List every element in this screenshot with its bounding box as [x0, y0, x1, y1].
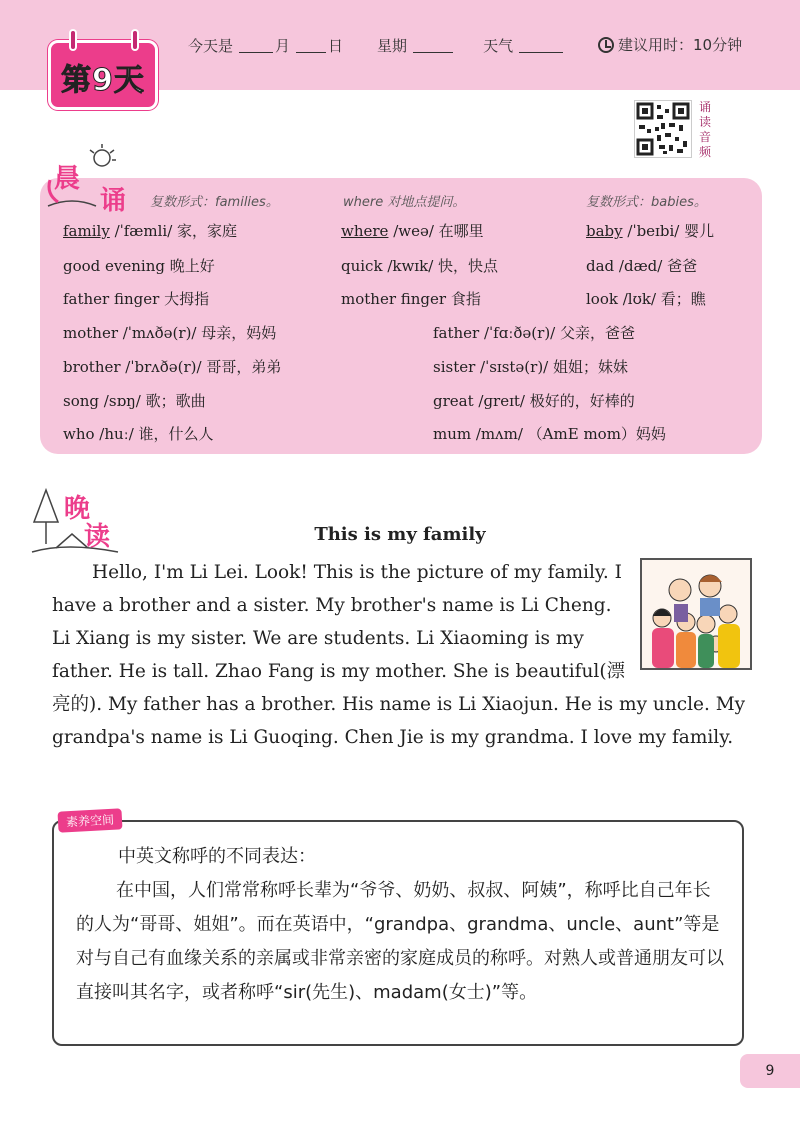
day-blank[interactable]	[296, 52, 326, 53]
month-blank[interactable]	[239, 52, 273, 53]
day-badge	[48, 40, 158, 110]
weather-label: 天气	[483, 37, 514, 55]
vocab-word: family	[63, 222, 110, 240]
morning-char-1: 晨	[54, 164, 81, 194]
annotation-where: where 对地点提问。	[343, 195, 466, 210]
vocab-father-finger: father finger 大拇指	[63, 290, 210, 308]
weather-blank[interactable]	[519, 52, 563, 53]
story-title: This is my family	[314, 524, 486, 545]
knowledge-tag: 素养空间	[57, 808, 122, 832]
vocab-rest: /ˈbeɪbi/ 婴儿	[622, 222, 715, 240]
vocab-look: look /lʊk/ 看；瞧	[586, 290, 706, 308]
vocab-father: father /ˈfɑːðə(r)/ 父亲，爸爸	[433, 324, 635, 342]
vocab-word: baby	[586, 222, 623, 240]
vocab-mum: mum /mʌm/ （AmE mom）妈妈	[433, 425, 666, 443]
vocab-rest: /weə/ 在哪里	[388, 222, 484, 240]
month-label: 月	[275, 37, 291, 55]
day-label: 第9天	[61, 63, 145, 98]
day-of-month-label: 日	[328, 37, 344, 55]
vocab-quick: quick /kwɪk/ 快，快点	[341, 257, 499, 275]
vocab-sister: sister /ˈsɪstə(r)/ 姐姐；妹妹	[433, 358, 629, 376]
vocab-song: song /sɒŋ/ 歌；歌曲	[63, 392, 206, 410]
story-paragraph: Hello, I'm Li Lei. Look! This is the picture of my family. I have a brother and a sister. My brother's name is Li Cheng. Li Xiang is my sister. We are students. Li Xiaoming is my father. He is tall. Zhao Fang is my mother. She is beautiful(漂亮的). My father has a brother. His name is Li Xiaojun. He is my uncle. My grandpa's name is Li Guoqing. Chen Jie is my grandma. I love my family.	[52, 562, 746, 748]
vocab-baby	[586, 220, 714, 241]
morning-char-2: 诵	[100, 186, 127, 216]
vocab-good-evening: good evening 晚上好	[63, 257, 215, 275]
vocab-great: great /ɡreɪt/ 极好的，好棒的	[433, 392, 635, 410]
suggested-time	[598, 34, 742, 55]
audio-label: 诵读音频	[698, 100, 711, 159]
evening-char-1: 晚	[64, 494, 91, 524]
vocab-dad: dad /dæd/ 爸爸	[586, 257, 698, 275]
vocab-mother: mother /ˈmʌðə(r)/ 母亲，妈妈	[63, 324, 277, 342]
vocab-rest: /ˈfæmli/ 家，家庭	[109, 222, 238, 240]
vocab-where	[341, 220, 484, 241]
qr-code[interactable]	[634, 100, 692, 158]
morning-reading-badge	[42, 140, 138, 220]
weekday-blank[interactable]	[413, 52, 453, 53]
knowledge-paragraph: 在中国，人们常常称呼长辈为“爷爷、奶奶、叔叔、阿姨”，称呼比自己年长的人为“哥哥、姐姐”。而在英语中，“grandpa、grandma、uncle、aunt”等是对与自己有血缘关系的亲属或非常亲密的家庭成员的称呼。对熟人或普通朋友可以直接叫其名字，或者称呼“sir(先生)、madam(女士)”等。	[76, 880, 724, 1003]
weekday-label: 星期	[377, 37, 408, 55]
vocab-family	[63, 220, 237, 241]
date-fields	[188, 35, 565, 56]
clock-icon	[598, 37, 614, 53]
vocab-who: who /huː/ 谁，什么人	[63, 425, 214, 443]
page-number: 9	[740, 1054, 800, 1088]
knowledge-title: 中英文称呼的不同表达：	[118, 846, 316, 867]
vocab-brother: brother /ˈbrʌðə(r)/ 哥哥，弟弟	[63, 358, 282, 376]
story-text	[52, 556, 748, 754]
vocab-mother-finger: mother finger 食指	[341, 290, 481, 308]
knowledge-body	[76, 874, 726, 1010]
suggested-time-text: 建议用时：10分钟	[618, 36, 743, 54]
evening-char-2: 读	[84, 522, 111, 552]
annotation-babies: 复数形式：babies。	[586, 195, 707, 210]
vocab-word: where	[341, 222, 389, 240]
today-label: 今天是	[188, 37, 234, 55]
calendar-rings-icon	[51, 29, 155, 49]
annotation-families: 复数形式：families。	[150, 195, 279, 210]
picture-spacer	[626, 556, 748, 664]
